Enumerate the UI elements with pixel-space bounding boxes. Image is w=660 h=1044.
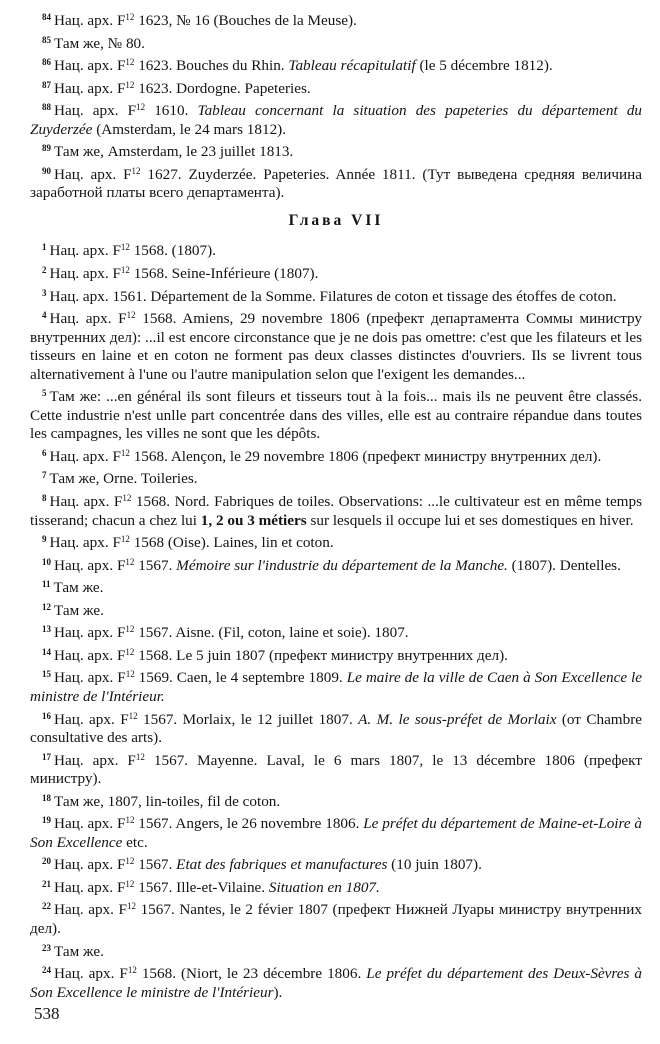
footnote-number: 6	[42, 447, 47, 458]
footnote-84: $^{84}$ Нац. арх. $F^{12}$ 1623, № 16 (Bouches de la Meuse).	[42, 12, 357, 29]
footnote-number: 86	[42, 57, 51, 68]
footnote-16: $^{16}$ Нац. арх. $F^{12}$ 1567. Morlaix, le 12 juillet 1807. A. M. le sous-préfet de Morlaix (от Chambre consultative des arts).	[30, 710, 643, 747]
footnote-number: 8	[42, 493, 47, 504]
footnote-13: $^{13}$ Нац. арх. $F^{12}$ 1567. Aisne. (Fil, coton, laine et soie). 1807.	[42, 624, 409, 642]
footnote-19: $^{19}$ Нац. арх. $F^{12}$ 1567. Angers, le 26 novembre 1806. Le préfet du département de Maine-et-Loire à Son Excellence etc.	[30, 815, 643, 851]
footnote-number: 84	[42, 12, 51, 22]
footnote-24: $^{24}$ Нац. арх. $F^{12}$ 1568. (Niort, le 23 décembre 1806. Le préfet du département des Deux-Sèvres à Son Excellence le ministre de l'Intérieur).	[30, 965, 643, 1001]
footnote-number: 2	[42, 265, 47, 276]
footnote-90: $^{90}$ Нац. арх. $F^{12}$ 1627. Zuyderzée. Papeteries. Année 1811. (Тут выведена средняя величина заработной платы всего департамента).	[30, 165, 643, 202]
footnote-number: 11	[42, 579, 51, 590]
footnote-9: $^9$ Нац. арх. $F^{12}$ 1568 (Oise). Laines, lin et coton.	[42, 534, 334, 552]
footnote-5: $^5$ Там же: ...en général ils sont fileurs et tisseurs tout à la fois... mais ils ne peuvent être classés. Cette industrie n'est unlle part concentrée dans des villes, elle est au contraire répandue dans toutes les campagnes, les villes ne sont que les dépôts.	[30, 388, 642, 443]
footnote-number: 22	[42, 901, 51, 912]
footnote-10: $^{10}$ Нац. арх. $F^{12}$ 1567. Mémoire sur l'industrie du département de la Manche. (1807). Dentelles.	[42, 556, 621, 574]
footnote-number: 10	[42, 556, 51, 567]
footnote-87: $^{87}$ Нац. арх. $F^{12}$ 1623. Dordogne. Papeteries.	[42, 79, 311, 97]
footnote-number: 24	[42, 965, 51, 976]
footnote-88: $^{88}$ Нац. арх. $F^{12}$ 1610. Tableau concernant la situation des papeteries du département du Zuyderzée (Amsterdam, le 24 mars 1812).	[30, 102, 643, 138]
footnote-number: 4	[42, 310, 47, 321]
footnote-number: 20	[42, 856, 51, 867]
footnote-17: $^{17}$ Нац. арх. $F^{12}$ 1567. Mayenne. Laval, le 6 mars 1807, le 13 décembre 1806 (префект министру).	[30, 751, 642, 788]
footnote-number: 21	[42, 878, 51, 889]
footnote-number: 12	[42, 601, 51, 612]
footnote-86: $^{86}$ Нац. арх. $F^{12}$ 1623. Bouches du Rhin. Tableau récapitulatif (le 5 décembre 1812).	[42, 57, 553, 75]
footnote-number: 19	[42, 815, 51, 826]
footnote-number: 87	[42, 79, 51, 90]
notes-top	[30, 8, 642, 203]
footnote-4: $^4$ Нац. арх. $F^{12}$ 1568. Amiens, 29 novembre 1806 (префект департамента Соммы министру внутренних дел): ...il est encore circonstance que je ne dois pas omettre: c'est que les filateurs et les tisseurs en laine et en coton ne forment pas deux classes distinctes d'ouvriers. Ils se livrent tous alternativement à l'une ou l'autre manipulation selon que l'exigent les demandes...	[30, 310, 643, 383]
footnote-18: $^{18}$ Там же, 1807, lin-toiles, fil de coton.	[42, 792, 281, 810]
footnote-3: $^3$ Нац. арх. 1561. Département de la Somme. Filatures de coton et tissage des étoffes de coton.	[42, 287, 617, 305]
footnote-23: $^{23}$ Там же.	[42, 942, 104, 960]
footnote-number: 3	[42, 287, 47, 298]
footnote-number: 9	[42, 534, 47, 545]
footnote-number: 89	[42, 143, 51, 154]
footnote-number: 90	[42, 165, 51, 176]
footnote-number: 14	[42, 646, 51, 657]
footnote-2: $^2$ Нац. арх. $F^{12}$ 1568. Seine-Inférieure (1807).	[42, 265, 319, 283]
footnote-number: 5	[42, 388, 47, 399]
footnote-85: $^{85}$ Там же, № 80.	[42, 34, 145, 52]
footnote-number: 88	[42, 102, 51, 113]
footnote-15: $^{15}$ Нац. арх. $F^{12}$ 1569. Caen, le 4 septembre 1809. Le maire de la ville de Caen à Son Excellence le ministre de l'Intérieur.	[30, 669, 643, 705]
footnote-number: 15	[42, 669, 51, 680]
footnote-14: $^{14}$ Нац. арх. $F^{12}$ 1568. Le 5 juin 1807 (префект министру внутренних дел).	[42, 646, 508, 664]
footnote-number: 7	[42, 470, 47, 481]
page-number: 538	[34, 1004, 60, 1023]
footnote-number: 13	[42, 624, 51, 635]
footnote-number: 85	[42, 34, 51, 45]
notes-chapter	[30, 238, 642, 1002]
footnote-8: $^8$ Нац. арх. $F^{12}$ 1568. Nord. Fabriques de toiles. Observations: ...le cultivateur est en même temps tisserand; chacun a chez lui 1, 2 ou 3 métiers sur lesquels il occupe lui et ses domestiques en hiver.	[30, 493, 642, 529]
footnote-1: $^1$ Нац. арх. $F^{12}$ 1568. (1807).	[42, 242, 216, 260]
footnote-number: 16	[42, 710, 51, 721]
footnote-number: 23	[42, 942, 51, 953]
footnote-12: $^{12}$ Там же.	[42, 601, 104, 619]
footnote-number: 17	[42, 751, 51, 762]
footnote-21: $^{21}$ Нац. арх. $F^{12}$ 1567. Ille-et-Vilaine. Situation en 1807.	[42, 878, 380, 896]
chapter-title: Глава VII	[288, 211, 384, 229]
footnote-20: $^{20}$ Нац. арх. $F^{12}$ 1567. Etat des fabriques et manufactures (10 juin 1807).	[42, 856, 482, 874]
footnote-7: $^7$ Там же, Orne. Toileries.	[42, 470, 198, 488]
footnote-number: 1	[42, 242, 47, 253]
footnote-6: $^6$ Нац. арх. $F^{12}$ 1568. Alençon, le 29 novembre 1806 (префект министру внутренних дел).	[42, 447, 602, 465]
footnote-11: $^{11}$ Там же.	[42, 579, 104, 597]
footnote-number: 18	[42, 792, 51, 803]
footnotes-block	[30, 8, 642, 1002]
footnote-22: $^{22}$ Нац. арх. $F^{12}$ 1567. Nantes, le 2 févier 1807 (префект Нижней Луары министру внутренних дел).	[30, 901, 642, 937]
footnote-89: $^{89}$ Там же, Amsterdam, le 23 juillet 1813.	[42, 143, 294, 161]
